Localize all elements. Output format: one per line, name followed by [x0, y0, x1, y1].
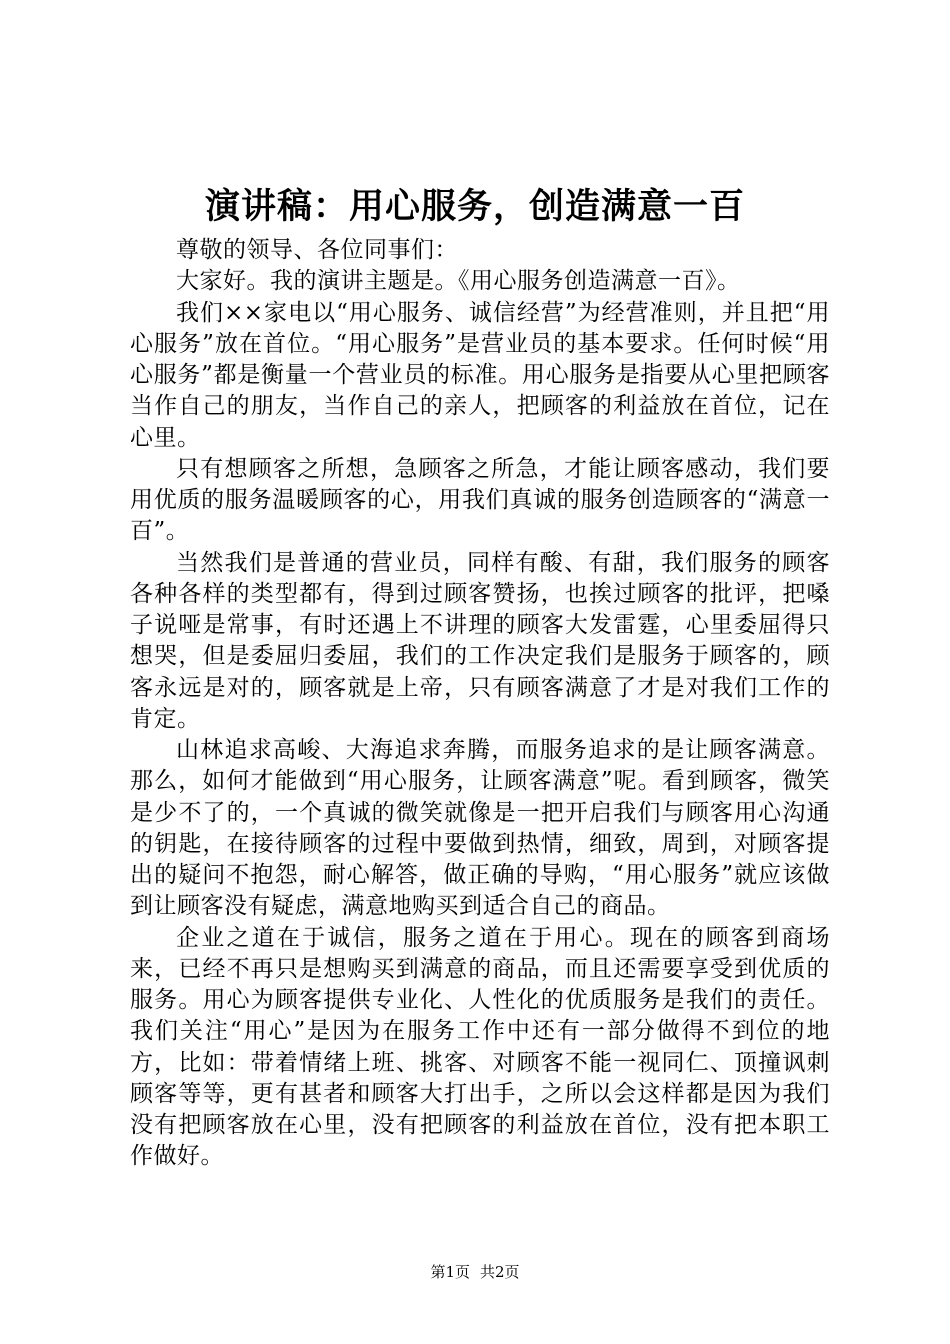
body-paragraph: 企业之道在于诚信，服务之道在于用心。现在的顾客到商场来，已经不再只是想购买到满意的商品，而且还需要享受到优质的服务。用心为顾客提供专业化、人性化的优质服务是我们的责任。我们关注“用心”是因为在服务工作中还有一部分做得不到位的地方，比如：带着情绪上班、挑客、对顾客不能一视同仁、顶撞讽刺顾客等等，更有甚者和顾客大打出手，之所以会这样都是因为我们没有把顾客放在心里，没有把顾客的利益放在首位，没有把本职工作做好。: [130, 924, 830, 1170]
body-paragraph: 山林追求高峻、大海追求奔腾，而服务追求的是让顾客满意。那么，如何才能做到“用心服务，让顾客满意”呢。看到顾客，微笑是少不了的，一个真诚的微笑就像是一把开启我们与顾客用心沟通的钥匙，在接待顾客的过程中要做到热情，细致，周到，对顾客提出的疑问不抱怨，耐心解答，做正确的导购，“用心服务”就应该做到让顾客没有疑虑，满意地购买到适合自己的商品。: [130, 737, 830, 920]
body-paragraph: 当然我们是普通的营业员，同样有酸、有甜，我们服务的顾客各种各样的类型都有，得到过顾客赞扬，也挨过顾客的批评，把嗓子说哑是常事，有时还遇上不讲理的顾客大发雷霆，心里委屈得只想哭，但是委屈归委屈，我们的工作决定我们是服务于顾客的，顾客永远是对的，顾客就是上帝，只有顾客满意了才是对我们工作的肯定。: [130, 549, 830, 732]
page-number-current: 第1页: [430, 1263, 470, 1281]
page-number-total: 共2页: [480, 1263, 520, 1281]
greeting-paragraph: 大家好。我的演讲主题是。《用心服务创造满意一百》。: [176, 268, 741, 295]
body-paragraph: 我们××家电以“用心服务、诚信经营”为经营准则，并且把“用心服务”放在首位。“用心服务”是营业员的基本要求。任何时候“用心服务”都是衡量一个营业员的标准。用心服务是指要从心里把顾客当作自己的朋友，当作自己的亲人，把顾客的利益放在首位，记在心里。: [130, 299, 830, 451]
salutation-paragraph: 尊敬的领导、各位同事们：: [176, 237, 458, 263]
page-footer: [0, 1262, 950, 1282]
document-title: 演讲稿：用心服务，创造满意一百: [204, 186, 745, 227]
body-paragraph: 只有想顾客之所想，急顾客之所急，才能让顾客感动，我们要用优质的服务温暖顾客的心，用我们真诚的服务创造顾客的“满意一百”。: [130, 455, 830, 545]
document-body: [130, 235, 830, 1173]
